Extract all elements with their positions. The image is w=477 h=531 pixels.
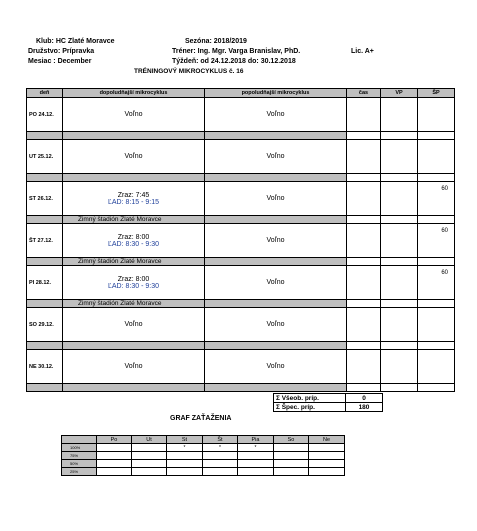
general-prep-value: 0 bbox=[346, 394, 383, 403]
graph-cell bbox=[132, 444, 167, 452]
general-prep-label: Σ Všeob. príp. bbox=[274, 394, 346, 403]
coach-label: Tréner: Ing. Mgr. Varga Branislav, PhD. bbox=[172, 48, 301, 55]
morning-cell bbox=[63, 224, 205, 258]
graph-cell bbox=[238, 460, 274, 468]
venue-time-cell bbox=[347, 174, 381, 182]
graph-cell bbox=[167, 460, 203, 468]
graph-level-row bbox=[62, 460, 345, 468]
graph-level-label: 50% bbox=[62, 460, 97, 468]
venue-time-cell bbox=[347, 300, 381, 308]
graph-cell bbox=[274, 468, 309, 476]
sp-cell bbox=[418, 308, 455, 342]
season-label: Sezóna: 2018/2019 bbox=[185, 38, 247, 45]
month-label: Mesiac : December bbox=[28, 58, 92, 65]
venue-sp-cell bbox=[418, 258, 455, 266]
vp-cell bbox=[381, 266, 418, 300]
afternoon-cell: Voľno bbox=[205, 308, 347, 342]
morning-cell bbox=[63, 350, 205, 384]
graph-day-header: Ut bbox=[132, 436, 167, 444]
venue-row bbox=[27, 258, 455, 266]
license-label: Lic. A+ bbox=[351, 48, 374, 55]
sp-cell: 60 bbox=[418, 224, 455, 258]
day-label: ŠT 27.12. bbox=[27, 224, 63, 258]
microcycle-table bbox=[26, 88, 455, 392]
time-cell bbox=[347, 266, 381, 300]
venue-vp-cell bbox=[381, 384, 418, 392]
load-graph-table bbox=[61, 435, 345, 476]
morning-line-2: ĽAD: 8:30 - 9:30 bbox=[108, 282, 159, 290]
venue-cell bbox=[63, 174, 205, 182]
venue-sp-cell bbox=[418, 384, 455, 392]
sums-table bbox=[273, 393, 383, 412]
venue-pm-cell bbox=[205, 300, 347, 308]
day-row bbox=[27, 308, 455, 342]
sp-cell bbox=[418, 140, 455, 174]
day-label: SO 29.12. bbox=[27, 308, 63, 342]
graph-cell bbox=[203, 452, 238, 460]
venue-spacer bbox=[27, 300, 63, 308]
venue-sp-cell bbox=[418, 300, 455, 308]
morning-cell bbox=[63, 308, 205, 342]
graph-level-row bbox=[62, 468, 345, 476]
venue-sp-cell bbox=[418, 174, 455, 182]
venue-pm-cell bbox=[205, 216, 347, 224]
day-label: UT 25.12. bbox=[27, 140, 63, 174]
venue-pm-cell bbox=[205, 132, 347, 140]
venue-pm-cell bbox=[205, 258, 347, 266]
venue-cell: Zimný štadión Zlaté Moravce bbox=[63, 216, 205, 224]
venue-time-cell bbox=[347, 132, 381, 140]
club-label: Klub: HC Zlaté Moravce bbox=[36, 38, 115, 45]
morning-line-2: ĽAD: 8:30 - 9:30 bbox=[108, 240, 159, 248]
col-header-day: deň bbox=[27, 89, 63, 98]
week-label: Týždeň: od 24.12.2018 do: 30.12.2018 bbox=[172, 58, 296, 65]
graph-cell bbox=[309, 444, 345, 452]
venue-sp-cell bbox=[418, 342, 455, 350]
graph-cell bbox=[238, 468, 274, 476]
morning-cell bbox=[63, 266, 205, 300]
morning-line-1: Zraz: 8:00 bbox=[117, 233, 150, 241]
graph-cell bbox=[274, 444, 309, 452]
venue-time-cell bbox=[347, 384, 381, 392]
graph-day-header: St bbox=[167, 436, 203, 444]
graph-cell bbox=[97, 468, 132, 476]
graph-level-label: 100% bbox=[62, 444, 97, 452]
afternoon-cell: Voľno bbox=[205, 98, 347, 132]
graph-day-header: Po bbox=[97, 436, 132, 444]
graph-day-header: Ne bbox=[309, 436, 345, 444]
venue-cell bbox=[63, 384, 205, 392]
vp-cell bbox=[381, 224, 418, 258]
graph-cell bbox=[97, 452, 132, 460]
vp-cell bbox=[381, 350, 418, 384]
graph-cell: * bbox=[238, 444, 274, 452]
day-row bbox=[27, 98, 455, 132]
venue-vp-cell bbox=[381, 342, 418, 350]
graph-day-header: So bbox=[274, 436, 309, 444]
day-row bbox=[27, 140, 455, 174]
graph-cell bbox=[274, 452, 309, 460]
vp-cell bbox=[381, 308, 418, 342]
venue-spacer bbox=[27, 342, 63, 350]
col-header-sp: ŠP bbox=[418, 89, 455, 98]
col-header-vp: VP bbox=[381, 89, 418, 98]
graph-corner bbox=[62, 436, 97, 444]
morning-line-1: Voľno bbox=[124, 153, 143, 160]
graph-level-label: 75% bbox=[62, 452, 97, 460]
morning-cell bbox=[63, 140, 205, 174]
venue-vp-cell bbox=[381, 300, 418, 308]
graph-cell bbox=[309, 452, 345, 460]
venue-spacer bbox=[27, 132, 63, 140]
graph-cell bbox=[203, 460, 238, 468]
graph-cell bbox=[97, 460, 132, 468]
morning-cell bbox=[63, 182, 205, 216]
special-prep-value: 180 bbox=[346, 403, 383, 412]
venue-spacer bbox=[27, 174, 63, 182]
morning-line-1: Voľno bbox=[124, 111, 143, 118]
graph-cell bbox=[167, 468, 203, 476]
venue-cell bbox=[63, 342, 205, 350]
venue-row bbox=[27, 216, 455, 224]
venue-row bbox=[27, 174, 455, 182]
venue-cell: Zimný štadión Zlaté Moravce bbox=[63, 300, 205, 308]
venue-time-cell bbox=[347, 216, 381, 224]
day-row bbox=[27, 182, 455, 216]
morning-line-1: Voľno bbox=[124, 363, 143, 370]
morning-line-1: Zraz: 7:45 bbox=[117, 191, 150, 199]
time-cell bbox=[347, 308, 381, 342]
venue-row bbox=[27, 300, 455, 308]
venue-row bbox=[27, 132, 455, 140]
morning-line-1: Zraz: 8:00 bbox=[117, 275, 150, 283]
venue-time-cell bbox=[347, 342, 381, 350]
venue-spacer bbox=[27, 384, 63, 392]
venue-time-cell bbox=[347, 258, 381, 266]
afternoon-cell: Voľno bbox=[205, 266, 347, 300]
graph-level-label: 25% bbox=[62, 468, 97, 476]
morning-line-2: ĽAD: 8:15 - 9:15 bbox=[108, 198, 159, 206]
vp-cell bbox=[381, 98, 418, 132]
graph-cell bbox=[309, 468, 345, 476]
day-row bbox=[27, 350, 455, 384]
sp-cell bbox=[418, 350, 455, 384]
venue-vp-cell bbox=[381, 216, 418, 224]
graph-day-header: Št bbox=[203, 436, 238, 444]
graph-cell bbox=[203, 468, 238, 476]
day-row bbox=[27, 266, 455, 300]
graph-level-row bbox=[62, 444, 345, 452]
venue-row bbox=[27, 342, 455, 350]
graph-cell bbox=[97, 444, 132, 452]
vp-cell bbox=[381, 140, 418, 174]
graph-cell bbox=[238, 452, 274, 460]
venue-cell bbox=[63, 132, 205, 140]
sp-cell bbox=[418, 98, 455, 132]
time-cell bbox=[347, 182, 381, 216]
afternoon-cell: Voľno bbox=[205, 224, 347, 258]
morning-line-1: Voľno bbox=[124, 321, 143, 328]
graph-cell bbox=[132, 468, 167, 476]
afternoon-cell: Voľno bbox=[205, 140, 347, 174]
venue-sp-cell bbox=[418, 216, 455, 224]
venue-spacer bbox=[27, 216, 63, 224]
team-label: Družstvo: Prípravka bbox=[28, 48, 95, 55]
venue-vp-cell bbox=[381, 258, 418, 266]
sp-cell: 60 bbox=[418, 182, 455, 216]
venue-vp-cell bbox=[381, 132, 418, 140]
graph-cell bbox=[167, 452, 203, 460]
venue-pm-cell bbox=[205, 384, 347, 392]
graph-level-row bbox=[62, 452, 345, 460]
venue-sp-cell bbox=[418, 132, 455, 140]
time-cell bbox=[347, 98, 381, 132]
graph-cell bbox=[274, 460, 309, 468]
day-label: ST 26.12. bbox=[27, 182, 63, 216]
day-row bbox=[27, 224, 455, 258]
special-prep-label: Σ Špec. príp. bbox=[274, 403, 346, 412]
col-header-afternoon: popoludňajší mikrocyklus bbox=[205, 89, 347, 98]
venue-pm-cell bbox=[205, 342, 347, 350]
graph-header-row bbox=[62, 436, 345, 444]
morning-cell bbox=[63, 98, 205, 132]
graph-cell: * bbox=[203, 444, 238, 452]
time-cell bbox=[347, 224, 381, 258]
table-header-row bbox=[27, 89, 455, 98]
afternoon-cell: Voľno bbox=[205, 350, 347, 384]
graph-cell bbox=[132, 460, 167, 468]
time-cell bbox=[347, 350, 381, 384]
graph-cell bbox=[309, 460, 345, 468]
venue-row bbox=[27, 384, 455, 392]
venue-cell: Zimný štadión Zlaté Moravce bbox=[63, 258, 205, 266]
time-cell bbox=[347, 140, 381, 174]
col-header-time: čas bbox=[347, 89, 381, 98]
page-title: TRÉNINGOVÝ MIKROCYKLUS č. 16 bbox=[134, 68, 244, 75]
graph-cell bbox=[132, 452, 167, 460]
venue-pm-cell bbox=[205, 174, 347, 182]
venue-spacer bbox=[27, 258, 63, 266]
day-label: PI 28.12. bbox=[27, 266, 63, 300]
afternoon-cell: Voľno bbox=[205, 182, 347, 216]
day-label: NE 30.12. bbox=[27, 350, 63, 384]
graph-day-header: Pia bbox=[238, 436, 274, 444]
sp-cell: 60 bbox=[418, 266, 455, 300]
day-label: PO 24.12. bbox=[27, 98, 63, 132]
col-header-morning: dopoludňajší mikrocyklus bbox=[63, 89, 205, 98]
graph-cell: * bbox=[167, 444, 203, 452]
venue-vp-cell bbox=[381, 174, 418, 182]
load-graph-title: GRAF ZAŤAŽENIA bbox=[170, 415, 232, 422]
vp-cell bbox=[381, 182, 418, 216]
